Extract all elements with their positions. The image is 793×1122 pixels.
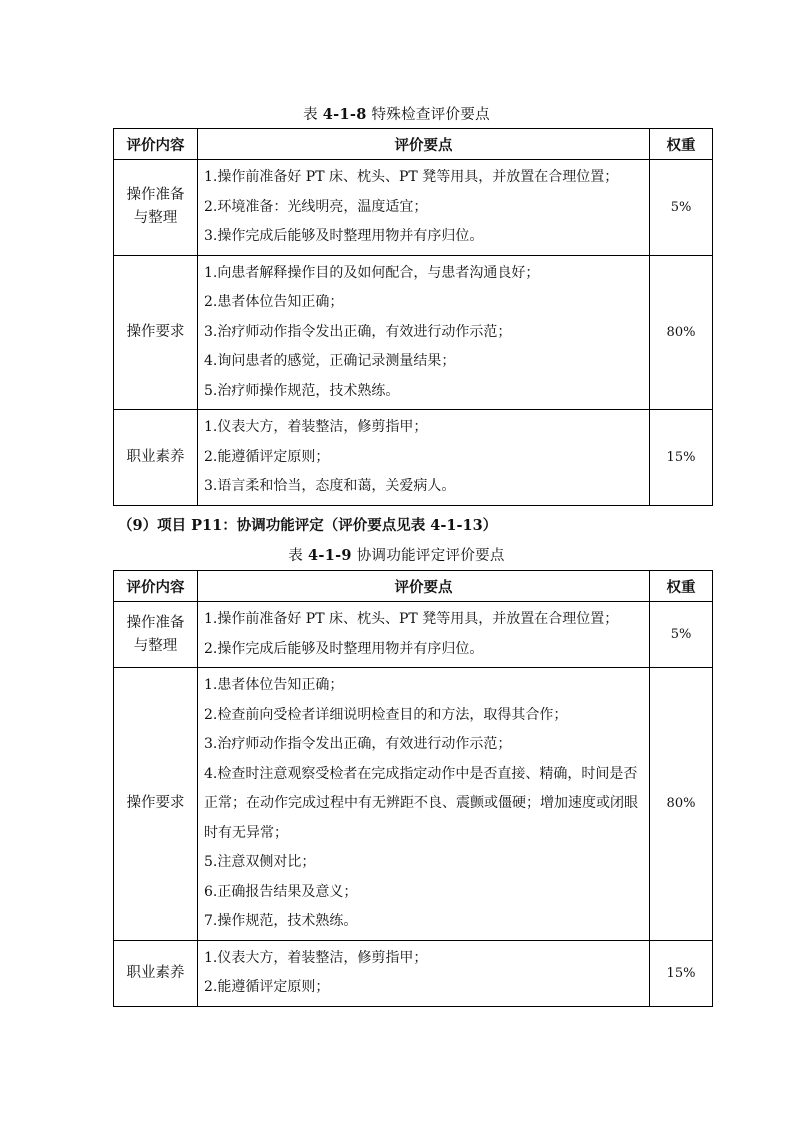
header-row: [114, 129, 713, 160]
weight-cell: 80%: [650, 255, 713, 410]
caption-number: 4-1-8: [322, 106, 367, 123]
weight-cell: 5%: [650, 160, 713, 256]
category-cell: [114, 160, 198, 256]
table-caption: [0, 544, 793, 565]
point-item: 7.操作规范，技术熟练。: [204, 913, 358, 929]
point-item: 3.治疗师动作指令发出正确，有效进行动作示范；: [204, 736, 512, 752]
table-row: [114, 602, 713, 668]
point-item: 1.仪表大方，着装整洁，修剪指甲；: [204, 419, 428, 435]
point-item: 2.能遵循评定原则；: [204, 448, 330, 465]
caption-prefix: 表: [303, 107, 318, 123]
evaluation-table: [113, 128, 713, 506]
table-row: [114, 160, 713, 256]
category-label: 操作准备与整理: [126, 614, 185, 654]
header-row: [114, 571, 713, 602]
point-item: 6.正确报告结果及意义；: [204, 883, 358, 900]
weight-cell: 5%: [650, 602, 713, 668]
point-item: 2.操作完成后能够及时整理用物并有序归位。: [204, 640, 484, 657]
point-item: 1.操作前准备好 PT 床、枕头、PT 凳等用具，并放置在合理位置；: [204, 169, 619, 185]
point-item: 4.询问患者的感觉，正确记录测量结果；: [204, 353, 456, 369]
caption-number: 4-1-9: [308, 547, 352, 564]
header-points: 评价要点: [198, 129, 650, 160]
weight-cell: 15%: [650, 940, 713, 1006]
point-item: 5.治疗师操作规范，技术熟练。: [204, 382, 400, 399]
header-weight: 权重: [650, 571, 713, 602]
point-item: 3.语言柔和恰当，态度和蔼，关爱病人。: [204, 478, 456, 494]
point-item: 1.患者体位告知正确；: [204, 677, 344, 693]
caption-title: 协调功能评定评价要点: [356, 548, 505, 564]
header-weight: 权重: [650, 129, 713, 160]
point-item: 2.检查前向受检者详细说明检查目的和方法，取得其合作；: [204, 706, 568, 723]
category-cell: 操作要求: [114, 255, 198, 410]
table-row: [114, 255, 713, 410]
header-category: 评价内容: [114, 571, 198, 602]
point-item: 2.患者体位告知正确；: [204, 294, 344, 310]
points-cell: [198, 602, 650, 668]
point-item: 1.操作前准备好 PT 床、枕头、PT 凳等用具，并放置在合理位置；: [204, 611, 619, 627]
point-item: 4.检查时注意观察受检者在完成指定动作中是否直接、精确，时间是否正常；在动作完成过程中有无辨距不良、震颤或僵硬；增加速度或闭眼时有无异常；: [204, 765, 638, 841]
category-label: 操作准备与整理: [126, 187, 185, 227]
point-item: 5.注意双侧对比；: [204, 854, 316, 870]
points-cell: [198, 668, 650, 941]
caption-prefix: 表: [288, 548, 304, 564]
header-category: 评价内容: [114, 129, 198, 160]
weight-cell: 15%: [650, 410, 713, 506]
point-item: 2.环境准备：光线明亮，温度适宜；: [204, 198, 428, 215]
points-cell: [198, 410, 650, 506]
category-cell: 职业素养: [114, 940, 198, 1006]
caption-title: 特殊检查评价要点: [371, 107, 490, 123]
point-item: 2.能遵循评定原则；: [204, 979, 330, 995]
point-item: 3.治疗师动作指令发出正确，有效进行动作示范；: [204, 323, 512, 340]
table-row: [114, 668, 713, 941]
category-cell: 操作要求: [114, 668, 198, 941]
point-item: 1.向患者解释操作目的及如何配合，与患者沟通良好；: [204, 264, 540, 281]
category-cell: [114, 602, 198, 668]
points-cell: [198, 255, 650, 410]
points-cell: [198, 160, 650, 256]
points-cell: [198, 940, 650, 1006]
header-points: 评价要点: [198, 571, 650, 602]
point-item: 1.仪表大方，着装整洁，修剪指甲；: [204, 949, 428, 966]
table-caption: [0, 103, 793, 124]
category-cell: 职业素养: [114, 410, 198, 506]
weight-cell: 80%: [650, 668, 713, 941]
evaluation-table: [113, 570, 713, 1007]
table-row: [114, 940, 713, 1006]
table-row: [114, 410, 713, 506]
point-item: 3.操作完成后能够及时整理用物并有序归位。: [204, 228, 484, 244]
section-heading: （9）项目 P11：协调功能评定（评价要点见表 4-1-13）: [118, 517, 498, 534]
